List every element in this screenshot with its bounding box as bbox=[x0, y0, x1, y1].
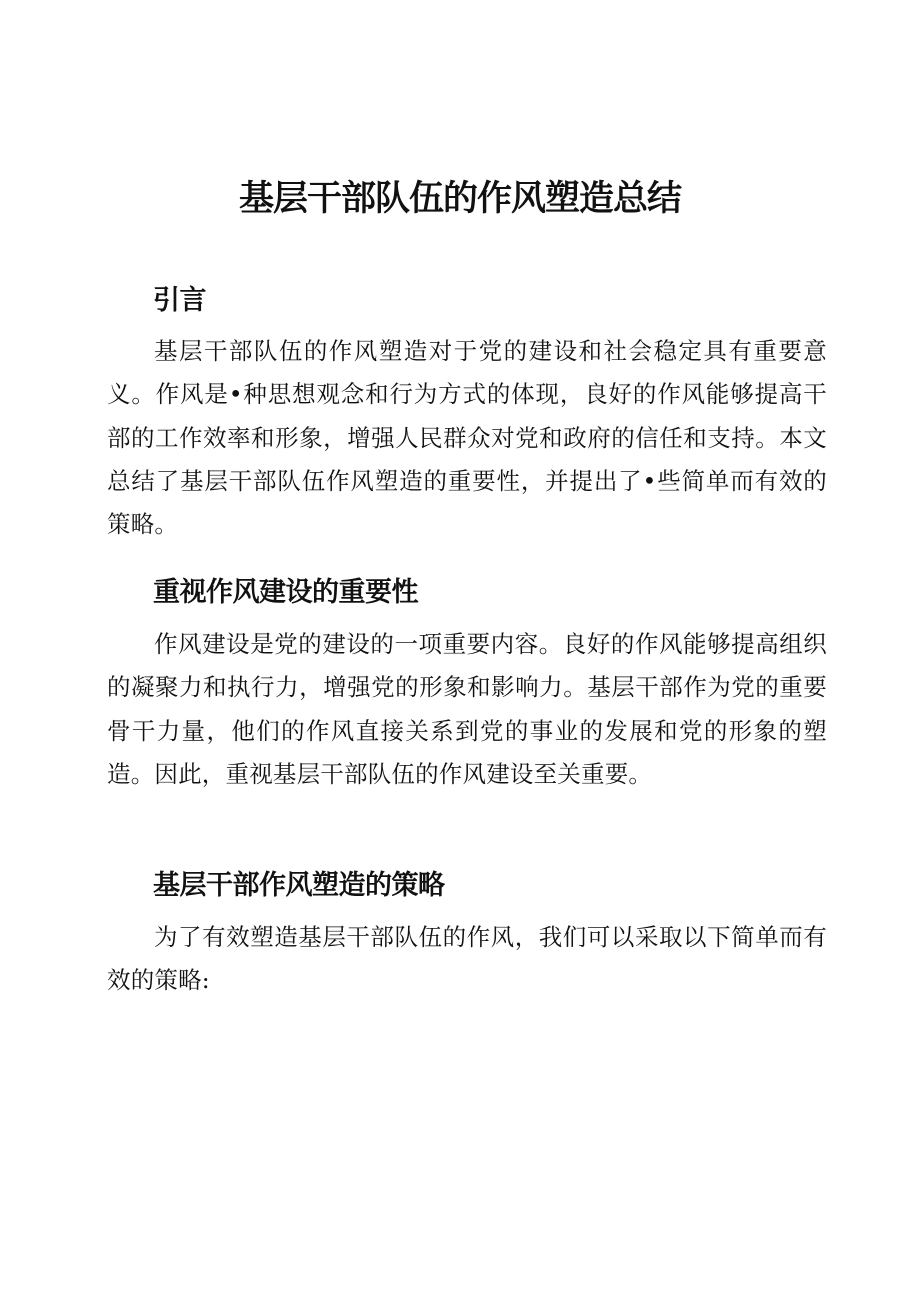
document-title: 基层干部队伍的作风塑造总结 bbox=[238, 179, 681, 219]
section-paragraph-intro: 基层干部队伍的作风塑造对于党的建设和社会稳定具有重要意义。作风是•种思想观念和行为方式的体现，良好的作风能够提高干部的工作效率和形象，增强人民群众对党和政府的信任和支持。本文总结了基层干部队伍作风塑造的重要性，并提出了•些简单而有效的策略。 bbox=[107, 337, 827, 539]
section-heading-importance: 重视作风建设的重要性 bbox=[153, 577, 418, 608]
section-paragraph-importance: 作风建设是党的建设的一项重要内容。良好的作风能够提高组织的凝聚力和执行力，增强党的形象和影响力。基层干部作为党的重要骨干力量，他们的作风直接关系到党的事业的发展和党的形象的塑造。因此，重视基层干部队伍的作风建设至关重要。 bbox=[107, 630, 827, 788]
section-heading-strategy: 基层干部作风塑造的策略 bbox=[153, 870, 445, 901]
section-heading-intro: 引言 bbox=[153, 285, 206, 316]
section-paragraph-strategy: 为了有效塑造基层干部队伍的作风，我们可以采取以下简单而有效的策略: bbox=[107, 923, 827, 995]
